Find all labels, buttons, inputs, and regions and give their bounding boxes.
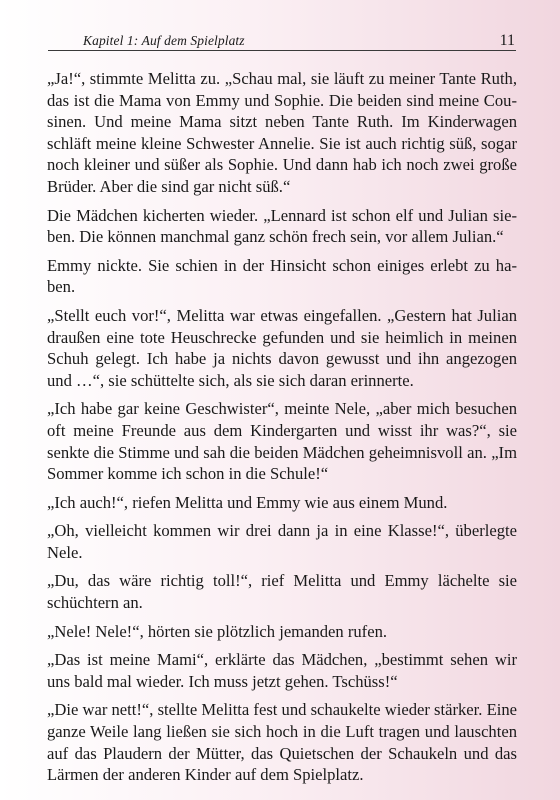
running-head: Kapitel 1: Auf dem Spielplatz — [83, 33, 245, 48]
paragraph: „Stellt euch vor!“, Melitta war etwas eingefallen. „Gestern hat Julian draußen eine tote Heuschrecke gefunden und sie heimlich in meinen Schuh gelegt. Ich habe ja nichts davon gewusst und ihn angezogen und …“, sie schüttelte sich, als sie sich daran erinnerte. — [47, 305, 517, 390]
paragraph: Emmy nickte. Sie schien in der Hinsicht schon einiges erlebt zu haben. — [47, 255, 517, 297]
page-header — [48, 33, 516, 57]
paragraph: „Nele! Nele!“, hörten sie plötzlich jemanden rufen. — [47, 621, 388, 641]
paragraph: Die Mädchen kicherten wieder. „Lennard ist schon elf und Julian sieben. Die können manchmal ganz schön frech sein, vor allem Julian.“ — [47, 205, 517, 247]
paragraph: „Die war nett!“, stellte Melitta fest und schaukelte wieder stärker. Eine ganze Weile lang ließen sie sich hoch in die Luft tragen und lauschten auf das Plaudern der Mütter, das Quietschen der Schaukeln und das Lärmen der anderen Kinder auf dem Spielplatz. — [47, 700, 517, 785]
header-rule — [48, 50, 516, 51]
body-text — [47, 68, 517, 793]
paragraph: „Ja!“, stimmte Melitta zu. „Schau mal, sie läuft zu meiner Tante Ruth, das ist die Mama von Emmy und Sophie. Die beiden sind meine Cousinen. Und meine Mama sitzt neben Tante Ruth. Im Kinderwagen schläft meine kleine Schwester Annelie. Sie ist auch richtig süß, sogar noch kleiner und süßer als Sophie. Und dann hab ich noch zwei große Brüder. Aber die sind gar nicht süß.“ — [47, 69, 517, 196]
page-number: 11 — [499, 32, 515, 49]
paragraph: „Das ist meine Mami“, erklärte das Mädchen, „bestimmt sehen wir uns bald mal wieder. Ich muss jetzt gehen. Tschüss!“ — [47, 650, 517, 691]
paragraph: „Ich auch!“, riefen Melitta und Emmy wie aus einem Mund. — [47, 492, 448, 512]
paragraph: „Du, das wäre richtig toll!“, rief Melitta und Emmy lächelte sie schüchtern an. — [47, 571, 517, 613]
paragraph: „Ich habe gar keine Geschwister“, meinte Nele, „aber mich besuchen oft meine Freunde aus dem Kindergarten und wisst ihr was?“, sie senkte die Stimme und sah die beiden Mädchen geheimnisvoll an. „Im Sommer komme ich schon in die Schule!“ — [47, 399, 517, 484]
paragraph: „Oh, vielleicht kommen wir drei dann ja in eine Klasse!“, überlegte Nele. — [47, 521, 517, 562]
